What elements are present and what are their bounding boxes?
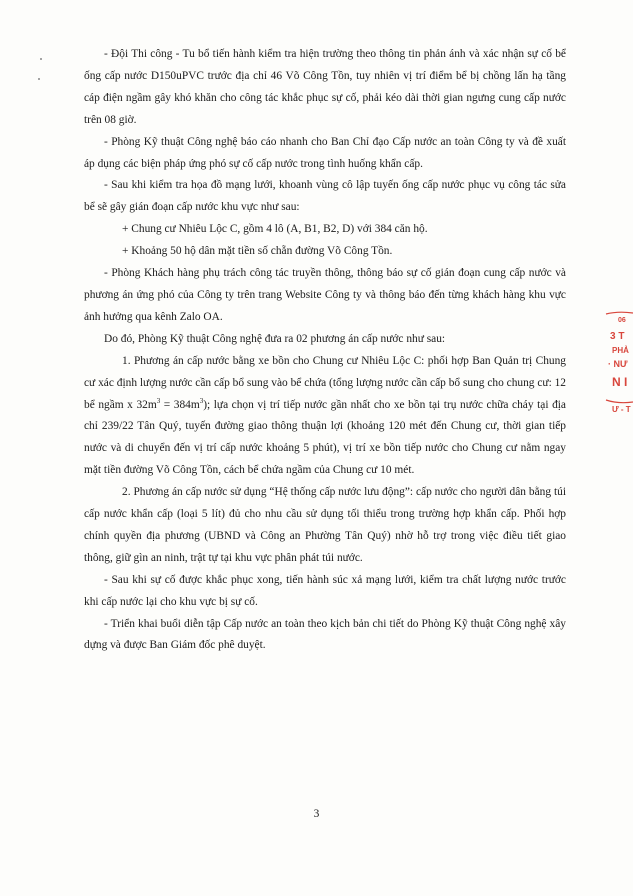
- page-number: 3: [313, 808, 320, 820]
- paragraph-plan-1: 1. Phương án cấp nước bằng xe bồn cho Chung cư Nhiêu Lộc C: phối hợp Ban Quản trị Chung cư xác định lượng nước cần cấp bổ sung vào bể chứa (tổng lượng nước cần cấp bổ sung cho chung cư: 12 bể ngầm x $32m^3 = 384m^3$); lựa chọn vị trí tiếp nước gần nhất cho xe bồn tại trụ nước chữa cháy tại địa chỉ 239/22 Tân Quý, tuyến đường giao thông thuận lợi (khoảng 120 mét đến Chung cư, thời gian tiếp nước và di chuyển đến vị trí cấp nước khoảng 5 phút), vị trí xe bồn tiếp nước cho Chung cư nằm ngay mặt tiền đường Võ Công Tồn, cách bể chứa ngầm của Chung cư 10 mét.: [84, 354, 566, 477]
- paragraph-tech-report: - Phòng Kỹ thuật Công nghệ báo cáo nhanh cho Ban Chỉ đạo Cấp nước an toàn Công ty và đề xuất áp dụng các biện pháp ứng phó sự cố cấp nước trong tình huống khẩn cấp.: [84, 135, 566, 170]
- paragraph-network-check: - Sau khi kiểm tra họa đồ mạng lưới, khoanh vùng cô lập tuyến ống cấp nước phục vụ công tác sửa bể sẽ gây gián đoạn cấp nước khu vực như sau:: [84, 179, 566, 214]
- stamp-text-3: PHẢ: [612, 346, 629, 355]
- paragraph-drill: - Triển khai buổi diễn tập Cấp nước an toàn theo kịch bản chi tiết do Phòng Kỹ thuật Công nghệ xây dựng và được Ban Giám đốc phê duyệt.: [84, 617, 566, 652]
- red-seal-stamp: [604, 308, 633, 426]
- paragraph-plans-intro: Do đó, Phòng Kỹ thuật Công nghệ đưa ra 02 phương án cấp nước như sau:: [104, 332, 446, 345]
- stamp-text-6: Ư - T: [612, 405, 631, 414]
- paragraph-customer-comm: - Phòng Khách hàng phụ trách công tác truyền thông, thông báo sự cố gián đoạn cung cấp nước và phương án ứng phó của Công ty trên trang Website Công ty và thông báo đến từng khách hàng khu vực ảnh hưởng qua kênh Zalo OA.: [84, 267, 566, 323]
- list-item-apartment: + Chung cư Nhiêu Lộc C, gồm 4 lô (A, B1, B2, D) với 384 căn hộ.: [122, 223, 428, 236]
- list-item-households: + Khoảng 50 hộ dân mặt tiền số chẵn đường Võ Công Tồn.: [122, 245, 393, 258]
- stamp-text-5: N I: [612, 375, 628, 389]
- document-body: [84, 44, 566, 657]
- stamp-text-4: · NƯ: [608, 359, 628, 369]
- paragraph-plan-2: 2. Phương án cấp nước sử dụng “Hệ thống cấp nước lưu động”: cấp nước cho người dân bằng túi cấp nước khẩn cấp (loại 5 lít) đủ cho nhu cầu sử dụng tối thiểu trong trường hợp khẩn cấp. Phối hợp chính quyền địa phương (UBND và Công an Phường Tân Quý) nhờ hỗ trợ trong việc điều tiết giao thông, giữ gìn an ninh, trật tự tại khu vực phân phát túi nước.: [84, 486, 566, 564]
- stamp-text-2: 3 T: [610, 331, 625, 342]
- scan-specks: [38, 54, 44, 84]
- paragraph-flushing: - Sau khi sự cố được khắc phục xong, tiến hành súc xả mạng lưới, kiểm tra chất lượng nước trước khi cấp nước lại cho khu vực bị sự cố.: [84, 573, 566, 608]
- paragraph-site-inspection: - Đội Thi công - Tu bổ tiến hành kiểm tra hiện trường theo thông tin phản ánh và xác nhận sự cố bể ống cấp nước D150uPVC trước địa chỉ 46 Võ Công Tồn, tuy nhiên vị trí điểm bể bị chồng lấn hạ tầng cáp điện ngầm gây khó khăn cho công tác khắc phục sự cố, phải kéo dài thời gian ngưng cung cấp nước trên 08 giờ.: [84, 48, 566, 126]
- stamp-arc-top: [606, 312, 633, 314]
- stamp-text-1: 06: [618, 317, 626, 324]
- stamp-arc-bottom: [606, 400, 633, 403]
